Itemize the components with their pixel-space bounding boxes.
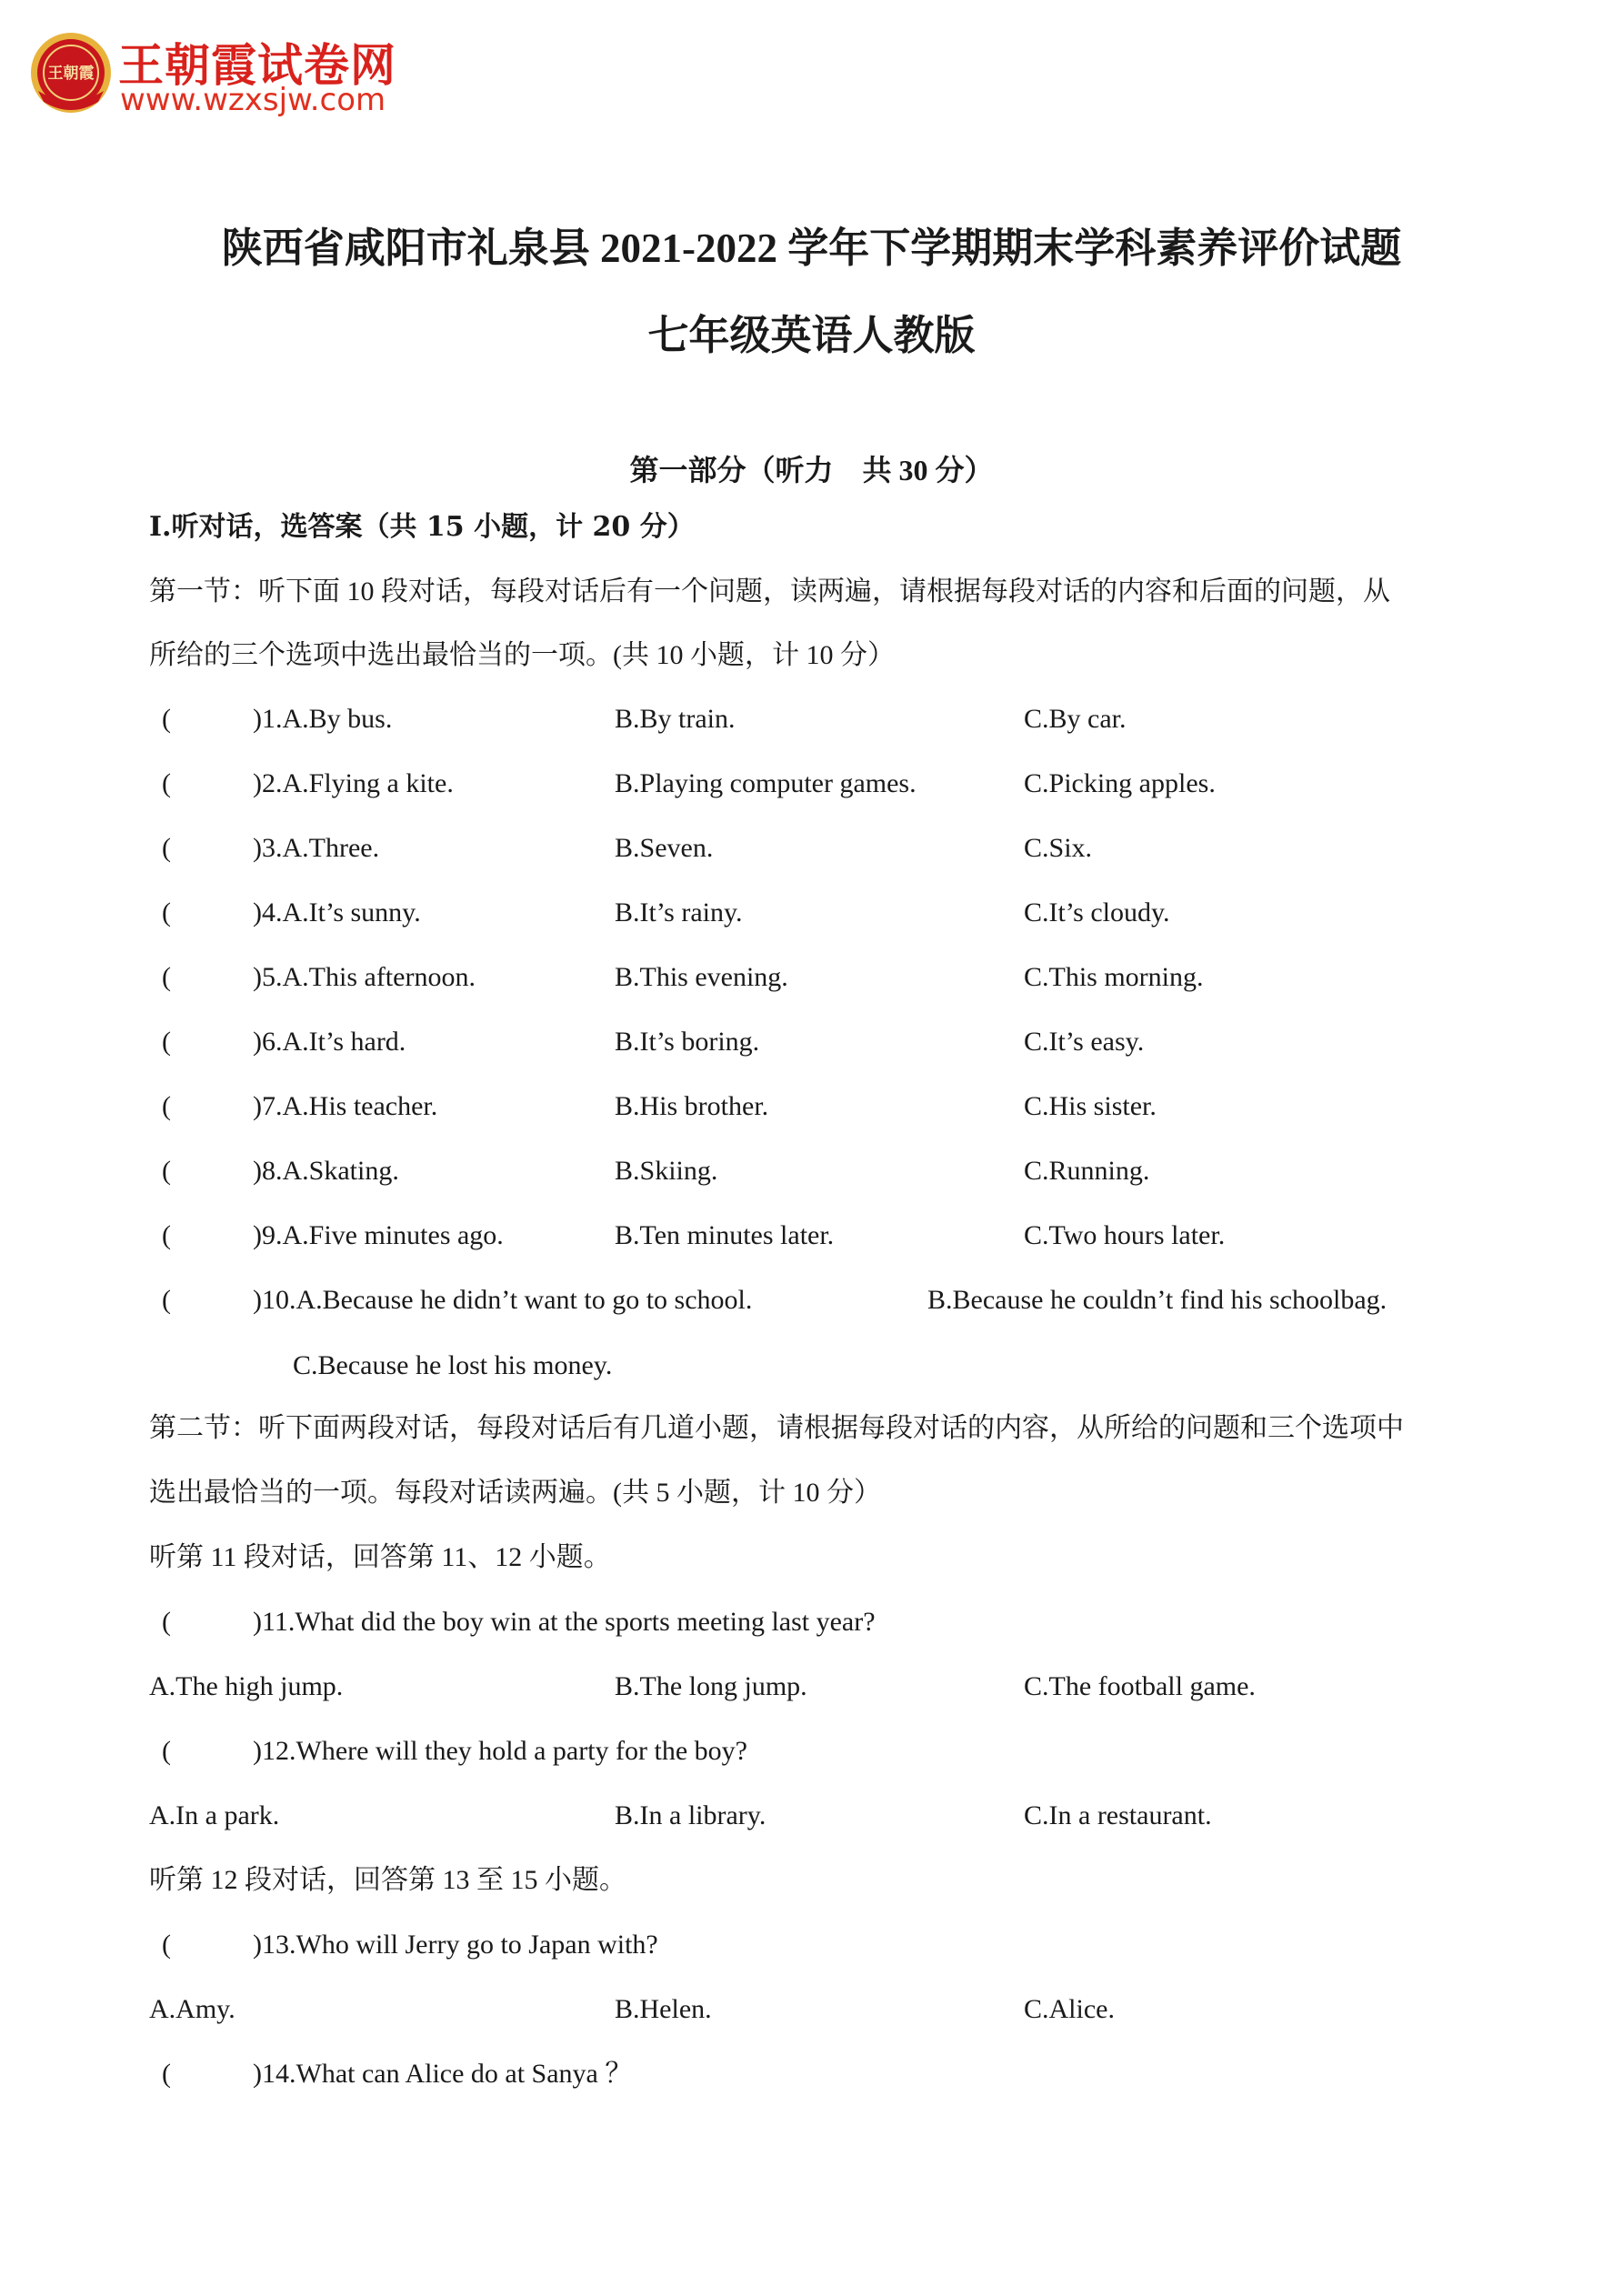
option-b: B.His brother. — [615, 1091, 769, 1121]
option-a: 2.A.Flying a kite. — [262, 768, 454, 798]
option-b: B.This evening. — [615, 962, 788, 992]
option-c: C.Picking apples. — [1024, 768, 1216, 798]
option-a: 7.A.His teacher. — [262, 1091, 438, 1121]
answer-blank: ( ) — [162, 1220, 262, 1250]
dialog11-intro: 听第 11 段对话，回答第 11、12 小题。 — [149, 1542, 611, 1572]
option-c: C.It’s easy. — [1024, 1027, 1145, 1057]
option-b: B.By train. — [615, 704, 736, 734]
option-b: B.Playing computer games. — [615, 768, 917, 798]
option-a: 5.A.This afternoon. — [262, 962, 476, 992]
option-a: 1.A.By bus. — [262, 704, 393, 734]
option-b: B.Because he couldn’t find his schoolbag. — [927, 1285, 1388, 1315]
option-a: A.The high jump. — [149, 1671, 344, 1701]
section-heading: I.听对话，选答案（共 15 小题，计 20 分） — [149, 511, 695, 543]
answer-blank: ( ) — [162, 1285, 262, 1315]
answer-blank: ( ) — [162, 1091, 262, 1121]
option-b: B.Seven. — [615, 833, 714, 863]
dialog12-intro: 听第 12 段对话，回答第 13 至 15 小题。 — [149, 1865, 626, 1895]
option-a: A.In a park. — [149, 1800, 280, 1830]
option-b: B.The long jump. — [615, 1671, 807, 1701]
exam-subtitle: 七年级英语人教版 — [647, 313, 976, 358]
answer-blank: ( ) — [162, 897, 262, 927]
option-b: B.It’s boring. — [615, 1027, 760, 1057]
option-b: B.It’s rainy. — [615, 897, 743, 927]
brand-url[interactable]: www.wzxsjw.com — [120, 82, 386, 118]
answer-blank: ( ) — [162, 833, 262, 863]
answer-blank: ( ) — [162, 1930, 262, 1960]
option-b: B.Skiing. — [615, 1156, 718, 1186]
option-c: C.It’s cloudy. — [1024, 897, 1170, 927]
option-b: B.Helen. — [615, 1994, 712, 2024]
option-a: 9.A.Five minutes ago. — [262, 1220, 504, 1250]
option-c: C.His sister. — [1024, 1091, 1157, 1121]
option-c: C.Alice. — [1024, 1994, 1115, 2024]
option-c: C.Running. — [1024, 1156, 1150, 1186]
option-b: B.Ten minutes later. — [615, 1220, 835, 1250]
section1-instruction-line1: 第一节：听下面 10 段对话，每段对话后有一个问题，读两遍，请根据每段对话的内容和后面的问题，从 — [149, 577, 1390, 607]
answer-blank: ( ) — [162, 1027, 262, 1057]
option-c: C.This morning. — [1024, 962, 1204, 992]
answer-blank: ( ) — [162, 1736, 262, 1766]
question-text: 14.What can Alice do at Sanya ？ — [262, 2059, 633, 2089]
question-text: 11.What did the boy win at the sports meeting last year? — [262, 1607, 876, 1637]
answer-blank: ( ) — [162, 1607, 262, 1637]
option-a: 6.A.It’s hard. — [262, 1027, 406, 1057]
option-a: 3.A.Three. — [262, 833, 380, 863]
option-a: 8.A.Skating. — [262, 1156, 399, 1186]
brand-name: 王朝霞试卷网 — [118, 39, 396, 92]
answer-blank: ( ) — [162, 962, 262, 992]
option-c: C.Two hours later. — [1024, 1220, 1226, 1250]
exam-title: 陕西省咸阳市礼泉县 2021-2022 学年下学期期末学科素养评价试题 — [221, 226, 1402, 271]
option-c: C.By car. — [1024, 704, 1127, 734]
option-a: A.Amy. — [149, 1994, 235, 2024]
site-logo — [25, 24, 407, 124]
option-b: B.In a library. — [615, 1800, 766, 1830]
answer-blank: ( ) — [162, 1156, 262, 1186]
answer-blank: ( ) — [162, 2059, 262, 2089]
seal-logo-icon — [25, 27, 116, 118]
option-c: C.Six. — [1024, 833, 1093, 863]
option-a: 4.A.It’s sunny. — [262, 897, 421, 927]
option-c: C.Because he lost his money. — [293, 1350, 613, 1380]
question-text: 13.Who will Jerry go to Japan with? — [262, 1930, 658, 1960]
seal-text: 王朝霞 — [47, 65, 95, 83]
section1-instruction-line2: 所给的三个选项中选出最恰当的一项。(共 10 小题，计 10 分） — [149, 640, 895, 670]
section2-instruction-line2: 选出最恰当的一项。每段对话读两遍。(共 5 小题，计 10 分） — [149, 1478, 881, 1508]
answer-blank: ( ) — [162, 704, 262, 734]
option-c: C.The football game. — [1024, 1671, 1256, 1701]
option-a: 10.A.Because he didn’t want to go to school. — [262, 1285, 753, 1315]
question-text: 12.Where will they hold a party for the boy? — [262, 1736, 747, 1766]
option-c: C.In a restaurant. — [1024, 1800, 1212, 1830]
section2-instruction-line1: 第二节：听下面两段对话，每段对话后有几道小题，请根据每段对话的内容，从所给的问题和三个选项中 — [149, 1413, 1404, 1443]
answer-blank: ( ) — [162, 768, 262, 798]
part1-title: 第一部分（听力 共 30 分） — [629, 454, 994, 486]
